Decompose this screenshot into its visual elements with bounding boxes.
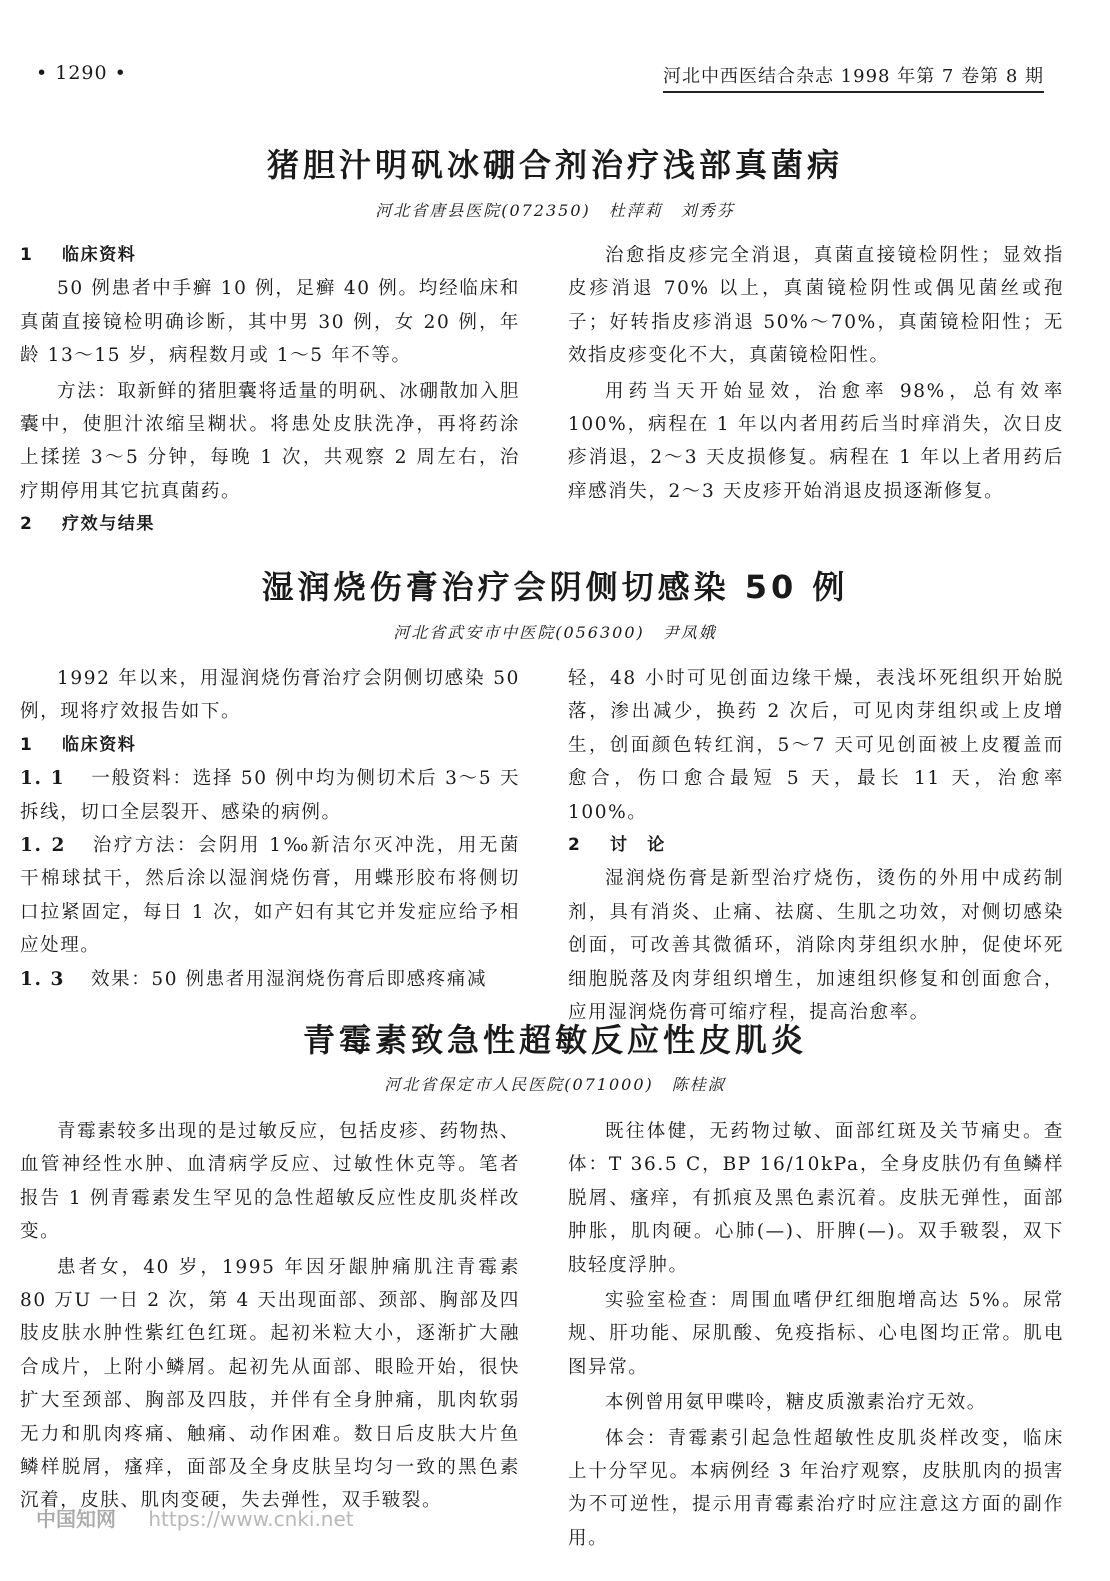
subsection: 1. 1 一般资料：选择 50 例中均为侧切术后 3～5 天拆线，切口全层裂开、感染的病例。: [20, 768, 520, 823]
section-heading: 1 临床资料: [20, 734, 137, 755]
paragraph: 青霉素较多出现的是过敏反应，包括皮疹、药物热、血管神经性水肿、血清病学反应、过敏性休克等。笔者报告 1 例青霉素发生罕见的急性超敏反应性皮肌炎样改变。: [20, 1121, 520, 1243]
article2-left-column: [20, 662, 520, 996]
article1-left-column: [20, 239, 520, 542]
paragraph: 用药当天开始显效，治愈率 98%，总有效率 100%，病程在 1 年以内者用药后当时痒消失，次日皮疹消退，2～3 天皮损修复。病程在 1 年以上者用药后痒感消失，2～3 天皮疹开始消退皮损逐渐修复。: [568, 380, 1064, 502]
paragraph: 既往体健，无药物过敏、面部红斑及关节痛史。查体：T 36.5 C，BP 16/10kPa，全身皮肤仍有鱼鳞样脱屑、瘙痒，有抓痕及黑色素沉着。皮肤无弹性，面部肿胀，肌肉硬。心肺(—)、肝脾(—)。双手皲裂，双下肢轻度浮肿。: [568, 1121, 1064, 1276]
paragraph: 治愈指皮疹完全消退，真菌直接镜检阴性；显效指皮疹消退 70% 以上，真菌镜检阴性或偶见菌丝或孢子；好转指皮疹消退 50%～70%，真菌镜检阳性；无效指皮疹变化不大，真菌镜检阳性。: [568, 245, 1064, 367]
page-header: [36, 58, 1044, 88]
section-heading: 2 疗效与结果: [20, 514, 155, 535]
article1-right-column: [568, 239, 1064, 508]
page-number: • 1290 •: [36, 62, 127, 84]
cnki-logo: 中国知网: [36, 1507, 116, 1531]
article1-title: 猪胆汁明矾冰硼合剂治疗浅部真菌病: [266, 146, 843, 184]
section-heading: 2 讨 论: [568, 835, 666, 856]
paragraph: 1992 年以来，用湿润烧伤膏治疗会阴侧切感染 50 例，现将疗效报告如下。: [20, 668, 520, 723]
article3-affiliation: 河北省保定市人民医院(071000) 陈桂淑: [384, 1075, 726, 1094]
article1-affiliation: 河北省唐县医院(072350) 杜萍莉 刘秀芬: [375, 201, 735, 220]
paragraph: 湿润烧伤膏是新型治疗烧伤，烫伤的外用中成药制剂，具有消炎、止痛、祛腐、生肌之功效，对侧切感染创面，可改善其微循环，消除肉芽组织水肿，促使坏死细胞脱落及肉芽组织增生，加速组织修复和创面愈合，应用湿润烧伤膏可缩疗程，提高治愈率。: [568, 868, 1064, 1024]
paragraph: 方法：取新鲜的猪胆囊将适量的明矾、冰硼散加入胆囊中，使胆汁浓缩呈糊状。将患处皮肤洗净，再将药涂上揉搓 3～5 分钟，每晚 1 次，共观察 2 周左右，治疗期停用其它抗真菌药。: [20, 380, 520, 502]
article2-title: 湿润烧伤膏治疗会阴侧切感染 50 例: [261, 568, 849, 606]
subsection: 1. 2 治疗方法：会阴用 1‰新洁尔灭冲洗，用无菌干棉球拭干，然后涂以湿润烧伤膏，用蝶形胶布将侧切口拉紧固定，每日 1 次，如产妇有其它并发症应给予相应处理。: [20, 835, 520, 957]
paragraph: 实验室检查：周围血嗜伊红细胞增高达 5%。尿常规、肝功能、尿肌酸、免疫指标、心电图均正常。肌电图异常。: [568, 1290, 1064, 1378]
article2-affiliation: 河北省武安市中医院(056300) 尹凤娥: [393, 623, 717, 642]
cnki-watermark: [36, 1503, 354, 1532]
paragraph: 本例曾用氨甲喋呤，糖皮质激素治疗无效。: [605, 1392, 987, 1414]
subsection: 1. 3 效果：50 例患者用湿润烧伤膏后即感疼痛减: [20, 968, 488, 990]
paragraph: 体会：青霉素引起急性超敏性皮肌炎样改变，临床上十分罕见。本病例经 3 年治疗观察，皮肤肌肉的损害为不可逆性，提示用青霉素治疗时应注意这方面的副作用。: [568, 1427, 1064, 1549]
article3-title: 青霉素致急性超敏反应性皮肌炎: [302, 1021, 807, 1059]
paragraph: 轻，48 小时可见创面边缘干燥，表浅坏死组织开始脱落，渗出减少，换药 2 次后，可见肉芽组织或上皮增生，创面颜色转红润，5～7 天可见创面被上皮覆盖而愈合，伤口愈合最短 5 天，最长 11 天，治愈率 100%。: [568, 668, 1064, 823]
cnki-url: https://www.cnki.net: [148, 1507, 354, 1531]
paragraph: 50 例患者中手癣 10 例，足癣 40 例。均经临床和真菌直接镜检明确诊断，其中男 30 例，女 20 例，年龄 13～15 岁，病程数月或 1～5 年不等。: [20, 278, 520, 367]
journal-info: 河北中西医结合杂志 1998 年第 7 卷第 8 期: [663, 62, 1044, 93]
article3-left-column: [20, 1115, 520, 1518]
section-heading: 1 临床资料: [20, 245, 137, 265]
article2-right-column: [568, 662, 1064, 1029]
article3-right-column: [568, 1115, 1064, 1555]
paragraph: 患者女，40 岁，1995 年因牙龈肿痛肌注青霉素 80 万U 一日 2 次，第 4 天出现面部、颈部、胸部及四肢皮肤水肿性紫红色红斑。起初米粒大小，逐渐扩大融合成片，上附小鳞屑。起初先从面部、眼睑开始，很快扩大至颈部、胸部及四肢，并伴有全身肿痛，肌肉软弱无力和肌肉疼痛、触痛、动作困难。数日后皮肤大片鱼鳞样脱屑，瘙痒，面部及全身皮肤呈均匀一致的黑色素沉着，皮肤、肌肉变硬，失去弹性，双手皲裂。: [20, 1256, 520, 1512]
